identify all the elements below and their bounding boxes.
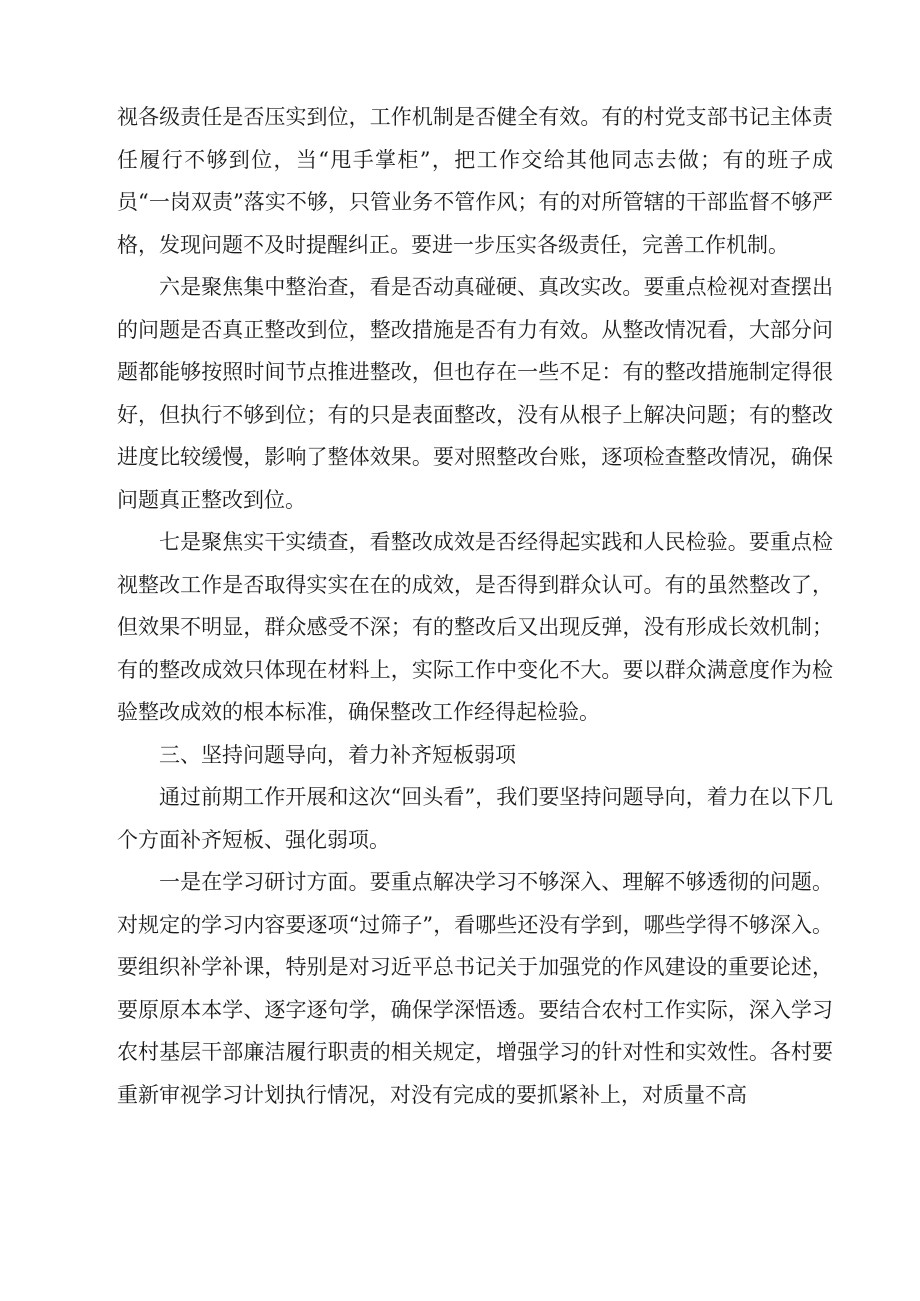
- section-heading-three: 三、坚持问题导向，着力补齐短板弱项: [159, 742, 516, 767]
- document-body: [117, 96, 833, 1116]
- paragraph-problem-orientation: 通过前期工作开展和这次“回头看”，我们要坚持问题导向，着力在以下几个方面补齐短板、强化弱项。: [117, 785, 833, 852]
- paragraph-continuation: 视各级责任是否压实到位，工作机制是否健全有效。有的村党支部书记主体责任履行不够到位，当“甩手掌柜”，把工作交给其他同志去做；有的班子成员“一岗双责”落实不够，只管业务不管作风；有的对所管辖的干部监督不够严格，发现问题不及时提醒纠正。要进一步压实各级责任，完善工作机制。: [117, 105, 833, 257]
- paragraph-seven-results: 七是聚焦实干实绩查，看整改成效是否经得起实践和人民检验。要重点检视整改工作是否取得实实在在的成效，是否得到群众认可。有的虽然整改了，但效果不明显，群众感受不深；有的整改后又出现反弹，没有形成长效机制；有的整改成效只体现在材料上，实际工作中变化不大。要以群众满意度作为检验整改成效的根本标准，确保整改工作经得起检验。: [117, 530, 833, 724]
- paragraph-one-study: 一是在学习研讨方面。要重点解决学习不够深入、理解不够透彻的问题。对规定的学习内容要逐项“过筛子”，看哪些还没有学到，哪些学得不够深入。要组织补学补课，特别是对习近平总书记关于加强党的作风建设的重要论述，要原原本本学、逐字逐句学，确保学深悟透。要结合农村工作实际，深入学习农村基层干部廉洁履行职责的相关规定，增强学习的针对性和实效性。各村要重新审视学习计划执行情况，对没有完成的要抓紧补上，对质量不高: [117, 870, 833, 1107]
- paragraph-six-rectification: 六是聚焦集中整治查，看是否动真碰硬、真改实改。要重点检视对查摆出的问题是否真正整改到位，整改措施是否有力有效。从整改情况看，大部分问题都能够按照时间节点推进整改，但也存在一些不足：有的整改措施制定得很好，但执行不够到位；有的只是表面整改，没有从根子上解决问题；有的整改进度比较缓慢，影响了整体效果。要对照整改台账，逐项检查整改情况，确保问题真正整改到位。: [117, 275, 833, 512]
